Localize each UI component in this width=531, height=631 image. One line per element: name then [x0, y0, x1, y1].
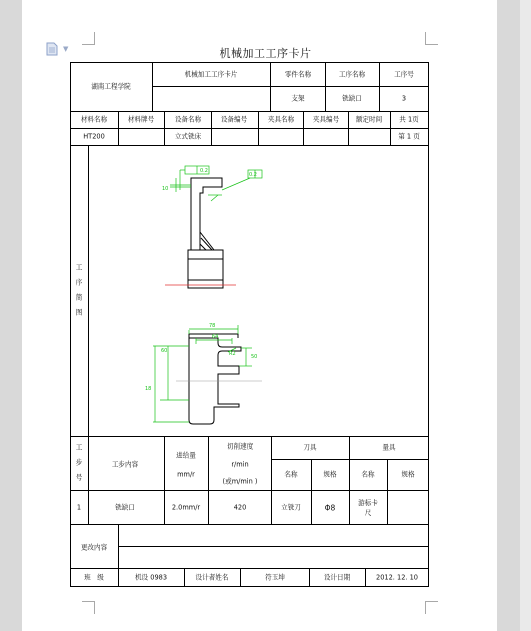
- class-value: 机设 0983: [134, 573, 168, 582]
- fixture-name-label: 夹具名称: [267, 115, 295, 124]
- process-name-value: 铣缺口: [342, 94, 362, 103]
- designer-value: 符玉坤: [265, 573, 285, 582]
- part-name-label: 零件名称: [284, 70, 312, 79]
- dim-perpendicularity: 0.2: [249, 172, 257, 178]
- process-name-label: 工序名称: [338, 70, 366, 79]
- step-no-header: 工步号: [75, 443, 83, 482]
- school-name: 湖南工程学院: [91, 82, 131, 91]
- feed-unit: mm/r: [177, 470, 195, 479]
- chevron-down-icon[interactable]: ▼: [63, 45, 69, 53]
- part-bottom-view: [189, 334, 241, 424]
- step-content-header: 工步内容: [111, 460, 139, 469]
- tool-name-value: 立铣刀: [281, 503, 301, 512]
- material-name-label: 材料名称: [80, 115, 108, 124]
- speed-unit-alt: (或m/min ): [222, 477, 258, 486]
- page-title: 机械加工工序卡片: [219, 47, 312, 60]
- gauge-spec-header: 规格: [401, 470, 415, 479]
- process-no-value: 3: [401, 94, 407, 103]
- feed-value: 2.0mm/r: [171, 503, 201, 512]
- gauge-name-header: 名称: [361, 470, 375, 479]
- process-no-label: 工序号: [394, 70, 414, 79]
- change-content-label: 更改内容: [80, 543, 108, 552]
- design-date-label: 设计日期: [323, 573, 351, 582]
- step-no-value: 1: [76, 503, 82, 512]
- part-name-value: 支架: [291, 94, 305, 103]
- speed-header: 切削速度: [226, 442, 254, 451]
- dim-side: 10: [162, 186, 169, 192]
- tool-header: 刀具: [303, 443, 317, 452]
- equipment-name-value: 立式铣床: [174, 132, 202, 141]
- total-pages-label: 共 1页: [399, 115, 419, 124]
- page-number-value: 第 1 页: [398, 132, 420, 141]
- part-top-view: [188, 178, 223, 288]
- diagram-side-label: 工序简图: [75, 263, 83, 318]
- tool-name-header: 名称: [284, 470, 298, 479]
- gauge-name-value: 游标卡尺: [358, 498, 378, 517]
- dim-flatness: 0.2: [200, 168, 208, 174]
- dim-left-height: 60: [161, 348, 168, 354]
- tool-spec-value: Φ8: [324, 503, 336, 513]
- equipment-no-label: 设备编号: [220, 115, 248, 124]
- material-name-value: HT200: [83, 132, 105, 141]
- speed-unit: r/min: [231, 460, 249, 469]
- feed-header: 进给量: [176, 451, 196, 460]
- speed-value: 420: [233, 503, 247, 512]
- dim-radius: R2: [229, 351, 236, 357]
- rated-time-label: 额定时间: [355, 115, 383, 124]
- card-type-label: 机械加工工序卡片: [184, 70, 238, 79]
- dim-total-height: 18: [145, 386, 152, 392]
- tool-spec-header: 规格: [323, 470, 337, 479]
- step-content-value: 铣缺口: [115, 503, 135, 512]
- design-date-value: 2012. 12. 10: [376, 573, 418, 582]
- fixture-no-label: 夹具编号: [312, 115, 340, 124]
- dim-width-top: 78: [209, 323, 216, 329]
- dim-width-mid: 64: [212, 334, 219, 340]
- gauge-header: 量具: [382, 443, 396, 452]
- dim-right-height: 50: [251, 354, 258, 360]
- designer-label: 设计者姓名: [195, 573, 229, 582]
- class-label: 班 级: [84, 573, 104, 582]
- material-grade-label: 材料牌号: [127, 115, 155, 124]
- equipment-name-label: 设备名称: [174, 115, 202, 124]
